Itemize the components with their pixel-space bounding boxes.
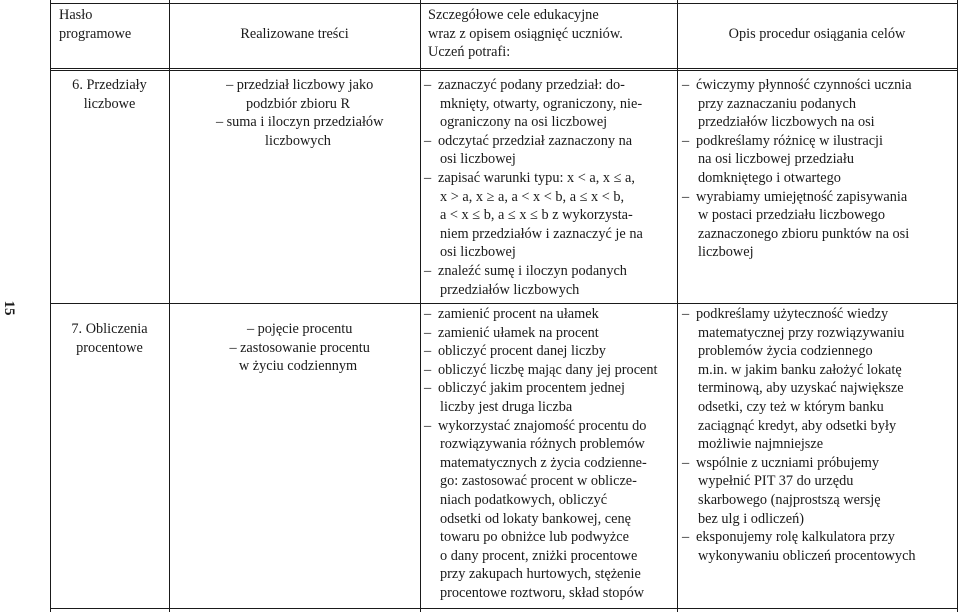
item-text: obliczyć jakim procentem jednej (438, 380, 625, 397)
item-text: odczytać przedział zaznaczony na (438, 132, 633, 149)
item-text: wyrabiamy umiejętność zapisywania (696, 188, 908, 205)
dash-marker: – (229, 339, 237, 356)
bullet-continuation (424, 206, 676, 225)
header-content (169, 25, 420, 44)
item-text: przedział liczbowy jako (236, 77, 374, 93)
item-text: ograniczony na osi liczbowej (440, 114, 608, 131)
item-text: obliczyć procent danej liczby (438, 343, 606, 360)
bullet-item (424, 324, 676, 343)
bullet-continuation (682, 491, 956, 510)
bullet-continuation (682, 361, 956, 380)
item-text: liczbowej (698, 244, 754, 261)
item-text: m.in. w jakim banku założyć lokatę (698, 361, 902, 378)
item-text: skarbowego (najprostszą wersję (698, 491, 881, 508)
dash-marker: – (424, 361, 432, 378)
bullet-continuation (424, 95, 676, 114)
bullet-item (682, 454, 956, 473)
row-separator (50, 303, 958, 304)
header-line: Hasło (59, 7, 93, 23)
dash-marker: – (216, 114, 224, 131)
item-text: w życiu codziennym (238, 358, 358, 375)
item-text: matematycznych z życia codzienne- (440, 454, 647, 471)
item-text: zastosowanie procentu (240, 339, 370, 356)
topic-line: liczbowe (83, 95, 136, 112)
table-top-border (50, 3, 958, 4)
topic-line: 6. Przedziały (72, 77, 147, 93)
bullet-item (178, 320, 418, 339)
item-text: mknięty, otwarty, ograniczony, nie- (440, 95, 643, 112)
item-text: matematycznej przy rozwiązywaniu (698, 324, 905, 341)
bullet-continuation (424, 225, 676, 244)
item-text: rozwiązywania różnych problemów (440, 436, 645, 453)
dash-marker: – (246, 321, 255, 337)
item-text: osi liczbowej (440, 151, 516, 168)
dash-marker: – (424, 380, 432, 397)
bullet-item (424, 342, 676, 361)
bullet-continuation (424, 435, 676, 454)
bullet-continuation (682, 398, 956, 417)
dash-marker: – (682, 454, 690, 471)
dash-marker: – (424, 77, 432, 93)
bullet-continuation (682, 472, 956, 491)
bullet-item (178, 76, 418, 95)
bullet-continuation (682, 417, 956, 436)
item-text: procentowe roztworu, skład stopów (440, 584, 645, 601)
bullet-continuation (682, 510, 956, 529)
bullet-continuation (682, 243, 956, 262)
dash-marker: – (424, 169, 432, 186)
header-goals (420, 6, 685, 62)
item-text: a < x ≤ b, a ≤ x ≤ b z wykorzysta- (440, 207, 633, 224)
item-text: odsetki, czy też w którym banku (698, 398, 884, 415)
item-text: o dany procent, zniżki procentowe (440, 547, 638, 564)
item-text: towaru po obniżce lub podwyżce (440, 529, 629, 546)
item-text: eksponujemy rolę kalkulatora przy (696, 529, 895, 546)
bullet-continuation (424, 398, 676, 417)
item-text: podkreślamy użyteczność wiedzy (696, 306, 889, 322)
item-text: problemów życia codziennego (698, 343, 873, 360)
dash-marker: – (424, 343, 432, 360)
bullet-continuation (424, 281, 676, 300)
item-text: podkreślamy różnicę w ilustracji (696, 132, 883, 149)
bullet-item (682, 132, 956, 151)
header-procedures (677, 25, 957, 44)
item-text: domkniętego i otwartego (698, 169, 841, 186)
bullet-continuation (682, 225, 956, 244)
row-procedures (682, 305, 956, 565)
row-topic (50, 320, 169, 357)
bullet-item (424, 76, 676, 95)
dash-marker: – (424, 306, 432, 322)
row-content (178, 76, 418, 150)
bullet-continuation (424, 491, 676, 510)
item-text: niach podatkowych, obliczyć (440, 491, 608, 508)
bullet-continuation (682, 324, 956, 343)
bullet-continuation (682, 435, 956, 454)
item-text: przy zakupach hurtowych, stężenie (440, 566, 641, 583)
bullet-continuation (682, 113, 956, 132)
item-text: przedziałów liczbowych na osi (698, 114, 875, 131)
item-text: znaleźć sumę i iloczyn podanych (438, 262, 627, 279)
column-divider (677, 0, 678, 612)
bullet-continuation (178, 95, 418, 114)
column-divider (169, 0, 170, 612)
topic-line: 7. Obliczenia (71, 321, 148, 337)
bullet-continuation (178, 357, 418, 376)
item-text: przedziałów liczbowych (440, 281, 580, 298)
header-topic (59, 6, 169, 43)
row-content (178, 320, 418, 376)
bullet-item (424, 379, 676, 398)
dash-marker: – (424, 132, 432, 149)
table-right-border (957, 0, 958, 612)
row-goals (424, 305, 676, 603)
item-text: podzbiór zbioru R (245, 95, 351, 112)
bullet-continuation (424, 510, 676, 529)
header-line: Uczeń potrafi: (428, 44, 511, 61)
bullet-item (424, 305, 676, 324)
header-separator (50, 68, 958, 69)
dash-marker: – (682, 188, 690, 205)
item-text: zaciągnąć kredyt, aby odsetki były (698, 417, 897, 434)
item-text: zamienić ułamek na procent (438, 324, 599, 341)
bullet-item (424, 262, 676, 281)
item-text: wykonywaniu obliczeń procentowych (698, 547, 916, 564)
dash-marker: – (682, 529, 690, 546)
bullet-item (424, 417, 676, 436)
bullet-item (682, 528, 956, 547)
item-text: wypełnić PIT 37 do urzędu (698, 473, 854, 490)
dash-marker: – (682, 132, 690, 149)
bullet-continuation (424, 188, 676, 207)
header-line: programowe (59, 25, 132, 42)
item-text: odsetki od lokaty bankowej, cenę (440, 510, 631, 527)
bullet-continuation (424, 150, 676, 169)
item-text: zamienić procent na ułamek (438, 306, 599, 322)
curriculum-table (50, 0, 958, 612)
bullet-continuation (682, 547, 956, 566)
dash-marker: – (226, 77, 234, 93)
item-text: liczby jest druga liczba (440, 398, 573, 415)
item-text: wykorzystać znajomość procentu do (438, 417, 647, 434)
dash-marker: – (424, 262, 432, 279)
row-goals (424, 76, 676, 299)
bullet-item (178, 113, 418, 132)
bullet-item (682, 76, 956, 95)
bullet-continuation (424, 565, 676, 584)
row-topic (50, 76, 169, 113)
item-text: zaznaczyć podany przedział: do- (438, 77, 625, 93)
item-text: zaznaczonego zbioru punktów na osi (698, 225, 910, 242)
item-text: przy zaznaczaniu podanych (698, 95, 856, 112)
bullet-continuation (178, 132, 418, 151)
row-procedures (682, 76, 956, 262)
bullet-item (178, 339, 418, 358)
page-number: 15 (1, 300, 17, 316)
bullet-continuation (424, 547, 676, 566)
table-bottom-border (50, 608, 958, 609)
topic-line: procentowe (76, 339, 143, 356)
bullet-continuation (424, 584, 676, 603)
bullet-continuation (682, 169, 956, 188)
dash-marker: – (682, 77, 690, 93)
item-text: zapisać warunki typu: x < a, x ≤ a, (438, 169, 635, 186)
bullet-item (424, 132, 676, 151)
header-line: Szczegółowe cele edukacyjne (428, 7, 599, 23)
dash-marker: – (424, 324, 432, 341)
item-text: na osi liczbowej przedziału (698, 151, 855, 168)
bullet-continuation (424, 113, 676, 132)
header-line: Realizowane treści (240, 26, 349, 42)
bullet-continuation (682, 342, 956, 361)
bullet-continuation (424, 454, 676, 473)
item-text: x > a, x ≥ a, a < x < b, a ≤ x < b, (440, 188, 625, 205)
header-separator-double (50, 70, 958, 71)
bullet-continuation (682, 95, 956, 114)
column-divider (420, 0, 421, 612)
bullet-item (424, 361, 676, 380)
header-line: wraz z opisem osiągnięć uczniów. (428, 25, 623, 42)
item-text: wspólnie z uczniami próbujemy (696, 454, 880, 471)
bullet-item (424, 169, 676, 188)
item-text: możliwie najmniejsze (698, 436, 824, 453)
item-text: suma i iloczyn przedziałów (226, 114, 384, 131)
item-text: go: zastosować procent w oblicze- (440, 473, 637, 490)
bullet-continuation (424, 243, 676, 262)
header-line: Opis procedur osiągania celów (728, 26, 906, 42)
dash-marker: – (424, 417, 432, 434)
bullet-continuation (682, 206, 956, 225)
bullet-continuation (682, 379, 956, 398)
item-text: pojęcie procentu (257, 321, 353, 337)
item-text: ćwiczymy płynność czynności ucznia (696, 77, 912, 93)
item-text: liczbowych (265, 132, 331, 149)
item-text: niem przedziałów i zaznaczyć je na (440, 225, 643, 242)
item-text: bez ulg i odliczeń) (698, 510, 804, 527)
bullet-continuation (424, 472, 676, 491)
item-text: obliczyć liczbę mając dany jej procent (438, 361, 658, 378)
bullet-continuation (424, 528, 676, 547)
dash-marker: – (682, 306, 690, 322)
item-text: w postaci przedziału liczbowego (698, 207, 885, 224)
bullet-item (682, 188, 956, 207)
bullet-item (682, 305, 956, 324)
bullet-continuation (682, 150, 956, 169)
item-text: osi liczbowej (440, 244, 516, 261)
item-text: terminową, aby uzyskać największe (698, 380, 904, 397)
